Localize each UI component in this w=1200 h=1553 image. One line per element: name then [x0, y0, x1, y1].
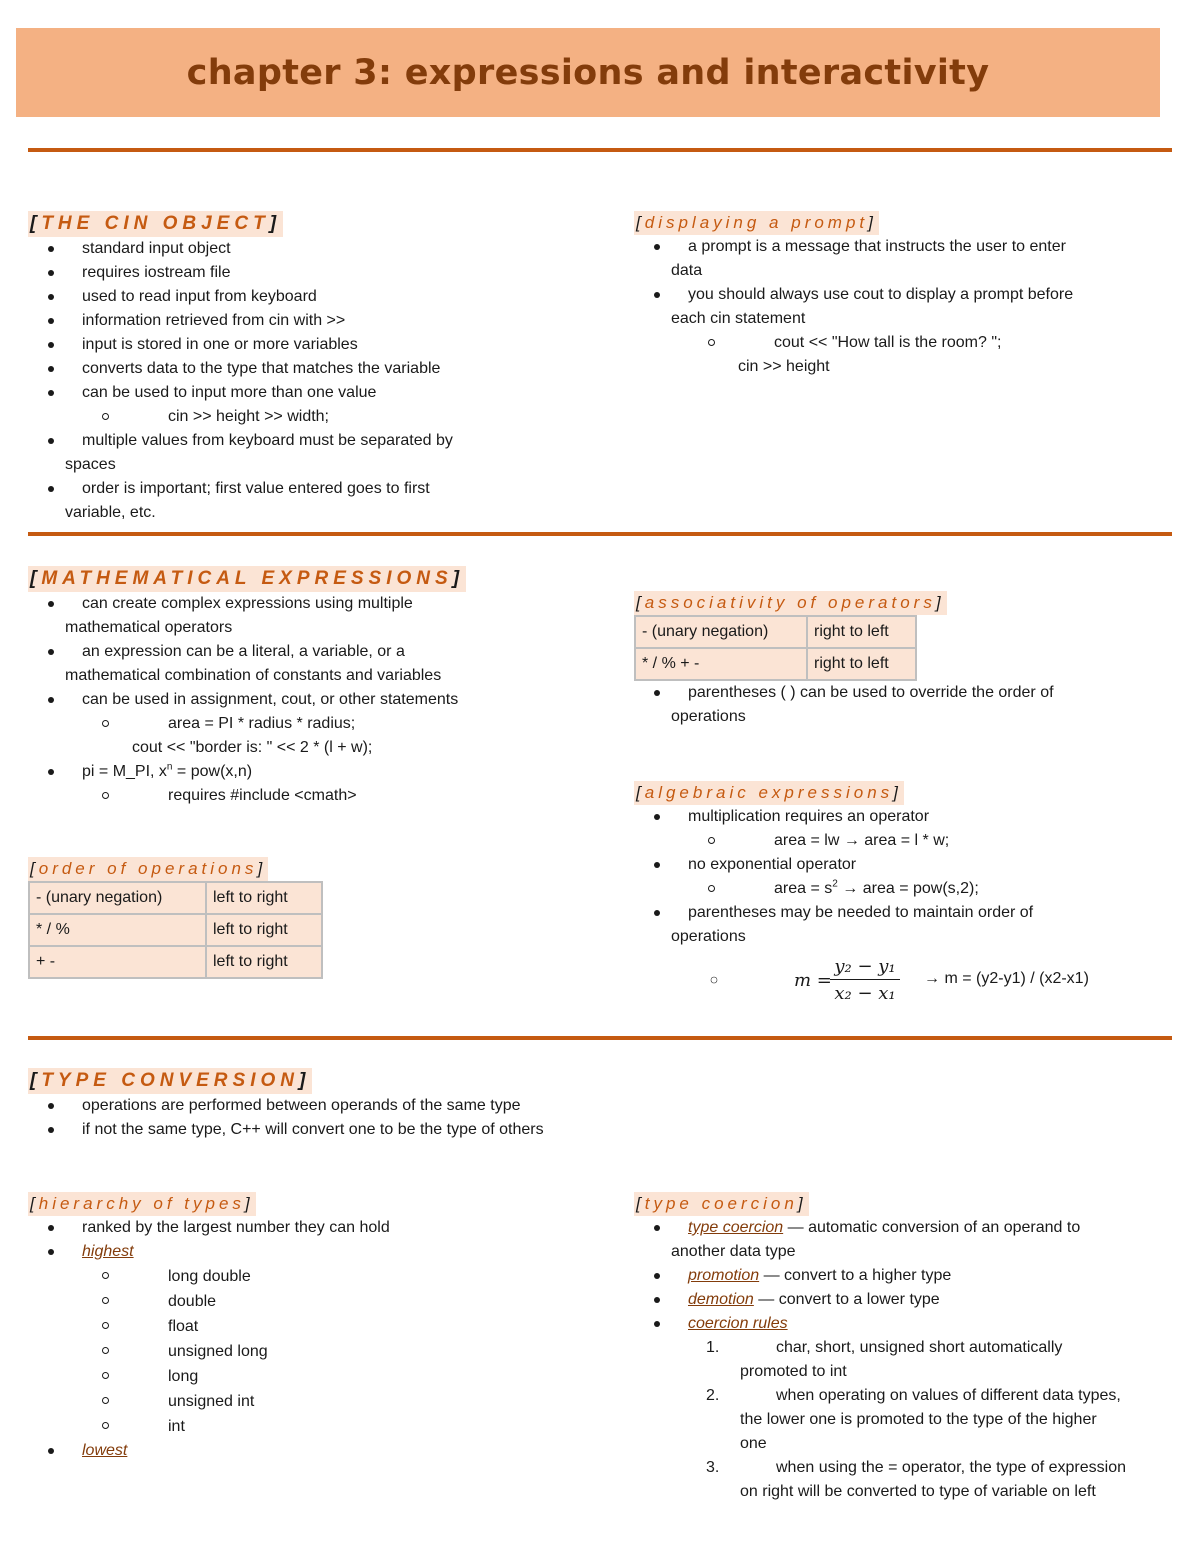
list-item: no exponential operator [634, 853, 1174, 877]
coercion-rules-list [634, 1336, 1179, 1504]
cin-list-2 [28, 429, 588, 525]
table-cell: * / % [29, 914, 206, 946]
table-row [29, 914, 322, 946]
title-banner [16, 28, 1160, 117]
list-item: coercion rules [634, 1312, 1179, 1336]
heading-type-conversion: [TYPE CONVERSION] [28, 1068, 312, 1094]
section-type-conversion [28, 1068, 728, 1142]
heading-prompt: [displaying a prompt] [634, 211, 879, 235]
table-cell: right to left [807, 648, 916, 680]
heading-algebra: [algebraic expressions] [634, 781, 904, 805]
list-item: an expression can be a literal, a variable, or a mathematical combination of constants and variables [28, 640, 608, 688]
heading-cin-object: [THE CIN OBJECT] [28, 211, 283, 237]
list-item: operations are performed between operands of the same type [28, 1094, 728, 1118]
list-item: 3. when using the = operator, the type of expression on right will be converted to type of variable on left [706, 1459, 1127, 1500]
list-item: parentheses may be needed to maintain order of operations [634, 901, 1174, 949]
list-item: 1. char, short, unsigned short automatically promoted to int [706, 1339, 1063, 1380]
heading-coercion: [type coercion] [634, 1192, 809, 1216]
heading-math: [MATHEMATICAL EXPRESSIONS] [28, 566, 466, 592]
table-cell: right to left [807, 616, 916, 648]
list-item: highest [28, 1240, 588, 1264]
list-item: float [28, 1314, 588, 1339]
math-sublist [28, 712, 608, 760]
list-item: if not the same type, C++ will convert one to be the type of others [28, 1118, 728, 1142]
cin-list [28, 237, 588, 405]
table-row [635, 648, 916, 680]
list-item: long [28, 1364, 588, 1389]
section-order-ops [28, 857, 323, 979]
list-item: can create complex expressions using multiple mathematical operators [28, 592, 608, 640]
list-item: area = $s^2$ → area = pow(s,2); [634, 877, 1174, 901]
list-item: type coercion — automatic conversion of an operand to another data type [634, 1216, 1179, 1264]
list-item: used to read input from keyboard [28, 285, 588, 309]
heading-assoc: [associativity of operators] [634, 591, 947, 615]
formula-numerator: y₂ − y₁ [830, 955, 900, 980]
type-conversion-list [28, 1094, 728, 1142]
list-item: unsigned long [28, 1339, 588, 1364]
algebra-list-3 [634, 901, 1174, 949]
section-prompt [634, 211, 1174, 379]
algebra-list-2 [634, 853, 1174, 877]
list-item: a prompt is a message that instructs the user to enter data [634, 235, 1174, 283]
assoc-table [634, 615, 917, 681]
list-item: requires iostream file [28, 261, 588, 285]
algebra-list [634, 805, 1174, 829]
assoc-list [634, 681, 1174, 729]
list-item: requires #include <cmath> [28, 784, 608, 808]
section-hierarchy [28, 1192, 588, 1463]
order-ops-table [28, 881, 323, 979]
section-coercion [634, 1192, 1179, 1504]
table-cell: - (unary negation) [635, 616, 807, 648]
table-row [29, 946, 322, 978]
list-item: converts data to the type that matches the variable [28, 357, 588, 381]
section-math [28, 566, 608, 808]
divider-2 [28, 532, 1172, 536]
list-item: double [28, 1289, 588, 1314]
algebra-sublist-2 [634, 877, 1174, 901]
section-cin-object [28, 211, 588, 525]
list-item: cout << "How tall is the room? "; cin >> height [634, 331, 1174, 379]
heading-hierarchy: [hierarchy of types] [28, 1192, 256, 1216]
list-item: area = lw → area = l * w; [634, 829, 1174, 853]
list-item: multiple values from keyboard must be separated by spaces [28, 429, 588, 477]
table-cell: + - [29, 946, 206, 978]
cin-sublist [28, 405, 588, 429]
list-item: pi = M_PI, $x^n = pow(x,n)$ [28, 760, 608, 784]
formula-lhs: m = [794, 970, 832, 991]
list-item: unsigned int [28, 1389, 588, 1414]
list-item: order is important; first value entered goes to first variable, etc. [28, 477, 588, 525]
list-item: multiplication requires an operator [634, 805, 1174, 829]
formula-text: → m = (y2-y1) / (x2-x1) [924, 970, 1089, 987]
section-algebra [634, 781, 1174, 949]
table-cell: * / % + - [635, 648, 807, 680]
list-item: promotion — convert to a higher type [634, 1264, 1179, 1288]
list-item: area = PI * radius * radius; cout << "border is: " << 2 * (l + w); [28, 712, 608, 760]
list-item: parentheses ( ) can be used to override the order of operations [634, 681, 1174, 729]
list-item: can be used in assignment, cout, or other statements [28, 688, 608, 712]
list-item: int [28, 1414, 588, 1439]
list-item: lowest [28, 1439, 588, 1463]
coercion-list [634, 1216, 1179, 1336]
hierarchy-types-list [28, 1264, 588, 1439]
list-item: long double [28, 1264, 588, 1289]
heading-order-ops: [order of operations] [28, 857, 268, 881]
sub-bullet-icon [711, 977, 718, 984]
table-row [29, 882, 322, 914]
hierarchy-list-2 [28, 1439, 588, 1463]
prompt-sublist [634, 331, 1174, 379]
slope-formula [634, 955, 1174, 1013]
list-item: cin >> height >> width; [28, 405, 588, 429]
hierarchy-list [28, 1216, 588, 1264]
prompt-list [634, 235, 1174, 331]
math-list [28, 592, 608, 712]
list-item: input is stored in one or more variables [28, 333, 588, 357]
list-item: standard input object [28, 237, 588, 261]
divider-3 [28, 1036, 1172, 1040]
list-item: demotion — convert to a lower type [634, 1288, 1179, 1312]
formula-denominator: x₂ − x₁ [834, 983, 896, 1004]
section-assoc [634, 591, 1174, 729]
list-item: ranked by the largest number they can hold [28, 1216, 588, 1240]
list-item: you should always use cout to display a prompt before each cin statement [634, 283, 1174, 331]
algebra-sublist [634, 829, 1174, 853]
divider-1 [28, 148, 1172, 152]
table-cell: left to right [206, 914, 322, 946]
math-sublist-2 [28, 784, 608, 808]
page-title: chapter 3: expressions and interactivity [186, 52, 990, 93]
math-list-2 [28, 760, 608, 784]
table-cell: left to right [206, 946, 322, 978]
table-cell: - (unary negation) [29, 882, 206, 914]
list-item: can be used to input more than one value [28, 381, 588, 405]
list-item: 2. when operating on values of different data types, the lower one is promoted to the type of the higher one [706, 1387, 1121, 1452]
table-row [635, 616, 916, 648]
list-item: information retrieved from cin with >> [28, 309, 588, 333]
table-cell: left to right [206, 882, 322, 914]
